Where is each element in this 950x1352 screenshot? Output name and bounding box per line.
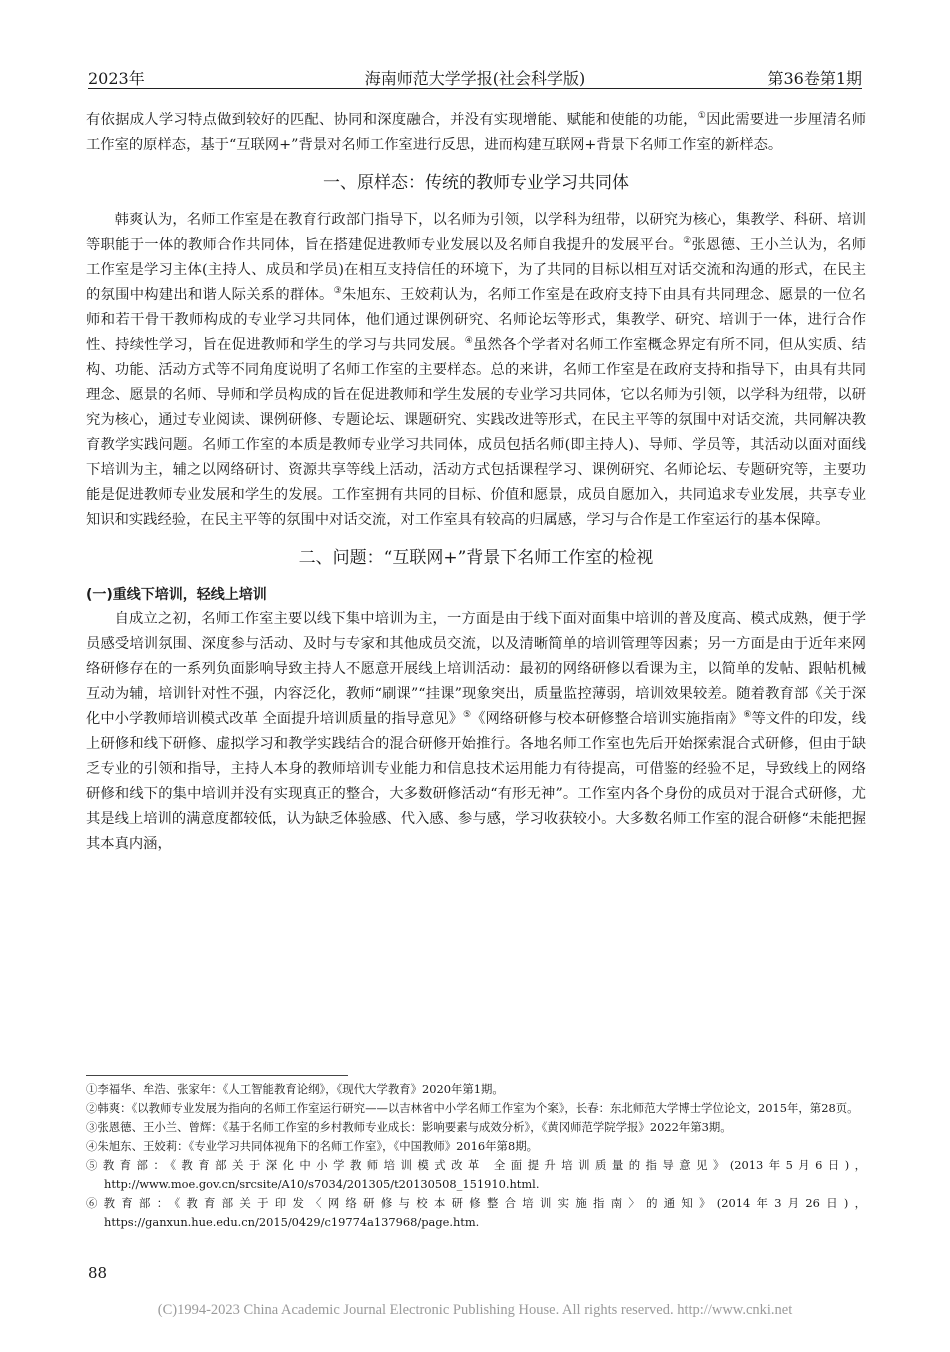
header-year: 2023年 xyxy=(88,69,145,88)
section-2-heading: 二、问题：“互联网+”背景下名师工作室的检视 xyxy=(298,548,654,568)
footnote-item: ⑥教育部：《教育部关于印发〈网络研修与校本研修整合培训实施指南〉的通知》(2014年3月26日)，https://ganxun.hue.edu.cn/2015/0429/c19774a137968/page.htm. xyxy=(86,1196,866,1229)
header-journal-title: 海南师范大学学报(社会科学版) xyxy=(364,69,586,88)
footnote-item: ②韩爽：《以教师专业发展为指向的名师工作室运行研究——以吉林省中小学名师工作室为个案》，长春：东北师范大学博士学位论文，2015年，第28页。 xyxy=(86,1101,859,1115)
section-1-paragraph xyxy=(86,208,866,533)
subsection-1-paragraph xyxy=(86,607,866,857)
p1-text-b: 张恩德、王小兰认为，名师工作室是学习主体(主持人、成员和学员)在相互支持信任的环境下，为了共同的目标以相互对话交流和沟通的形式，在民主的氛围中构建出和谐人际关系的群体。 xyxy=(86,237,867,303)
footnotes xyxy=(86,1080,866,1232)
p2-text-a: 自成立之初，名师工作室主要以线下集中培训为主，一方面是由于线下面对面集中培训的普及度高、模式成熟，便于学员感受培训氛围、深度参与活动、及时与专家和其他成员交流，以及清晰简单的培训管理等因素；另一方面是由于近年来网络研修存在的一系列负面影响导致主持人不愿意开展线上培训活动：最初的网络研修以看课为主，以简单的发帖、跟帖机械互动为辅，培训针对性不强，内容泛化，教师“刷课”“挂课”现象突出，质量监控薄弱，培训效果较差。随着教育部《关于深化中小学教师培训模式改革 全面提升培训质量的指导意见》 xyxy=(86,611,866,727)
article-body xyxy=(86,108,866,857)
footnote-ref-6[interactable]: ⑥ xyxy=(743,710,752,721)
footnote-divider xyxy=(86,1075,348,1076)
copyright-footer: (C)1994-2023 China Academic Journal Electronic Publishing House. All rights reserved. http://www.cnki.net xyxy=(157,1302,793,1318)
p1-text-c: 朱旭东、王姣莉认为，名师工作室是在政府支持下由具有共同理念、愿景的一位名师和若干骨干教师构成的专业学习共同体，他们通过课例研究、名师论坛等形式，集教学、研究、培训于一体，进行合作性、持续性学习，旨在促进教师和学生的学习与共同发展。 xyxy=(86,287,867,353)
section-1-heading: 一、原样态：传统的教师专业学习共同体 xyxy=(323,173,629,193)
footnote-ref-1[interactable]: ① xyxy=(697,111,707,122)
page-number: 88 xyxy=(88,1264,108,1282)
p1-text-d: 虽然各个学者对名师工作室概念界定有所不同，但从实质、结构、功能、活动方式等不同角度说明了名师工作室的主要样态。总的来讲，名师工作室是在政府支持和指导下，由具有共同理念、愿景的名师、导师和学员构成的旨在促进教师和学生发展的专业学习共同体，它以名师为引领，以学科为纽带，以研究为核心，通过专业阅读、课例研修、专题论坛、课题研究、实践改进等形式，在民主平等的氛围中对话交流，共同解决教育教学实践问题。名师工作室的本质是教师专业学习共同体，成员包括名师(即主持人)、导师、学员等，其活动以面对面线下培训为主，辅之以网络研讨、资源共享等线上活动，活动方式包括课程学习、课例研究、名师论坛、专题研究等，主要功能是促进教师专业发展和学生的发展。工作室拥有共同的目标、价值和愿景，成员自愿加入，共同追求专业发展，共享专业知识和实践经验，在民主平等的氛围中对话交流，对工作室具有较高的归属感，学习与合作是工作室运行的基本保障。 xyxy=(86,337,867,528)
running-header xyxy=(88,62,862,89)
p2-text-c: 等文件的印发，线上研修和线下研修、虚拟学习和教学实践结合的混合研修开始推行。各地名师工作室也先后开始探索混合式研修，但由于缺乏专业的引领和指导，主持人本身的教师培训专业能力和信息技术运用能力有待提高，可借鉴的经验不足，导致线上的网络研修和线下的集中培训并没有实现真正的整合，大多数研修活动“有形无神”。工作室内各个身份的成员对于混合式研修，尤其是线上培训的满意度都较低，认为缺乏体验感、代入感、参与感，学习收获较小。大多数名师工作室的混合研修“未能把握其本真内涵， xyxy=(86,711,867,852)
footnote-item: ①李福华、牟浩、张家年：《人工智能教育论纲》，《现代大学教育》2020年第1期。 xyxy=(86,1082,504,1096)
footnote-ref-4[interactable]: ④ xyxy=(464,336,474,347)
footnote-ref-2[interactable]: ② xyxy=(683,236,692,247)
footnote-item: ④朱旭东、王姣莉：《专业学习共同体视角下的名师工作室》，《中国教师》2016年第8期。 xyxy=(86,1139,538,1153)
footnote-item: ⑤教育部：《教育部关于深化中小学教师培训模式改革 全面提升培训质量的指导意见》(2013年5月6日)，http://www.moe.gov.cn/srcsite/A10/s7034/201305/t20130508_151910.html. xyxy=(86,1158,866,1191)
subsection-1-heading: (一)重线下培训，轻线上培训 xyxy=(86,587,267,603)
intro-text-cont: 因此需要进一步厘清名师工作室的原样态，基于“互联网+”背景对名师工作室进行反思，进而构建互联网+背景下名师工作室的新样态。 xyxy=(86,112,867,153)
p1-text-a: 韩爽认为，名师工作室是在教育行政部门指导下，以名师为引领，以学科为纽带，以研究为核心，集教学、科研、培训等职能于一体的教师合作共同体，旨在搭建促进教师专业发展以及名师自我提升的发展平台。 xyxy=(86,212,866,253)
intro-text: 有依据成人学习特点做到较好的匹配、协同和深度融合，并没有实现增能、赋能和使能的功能， xyxy=(86,112,698,128)
footnote-ref-3[interactable]: ③ xyxy=(333,286,342,297)
header-volume: 第36卷第1期 xyxy=(767,69,862,88)
p2-text-b: 《网络研修与校本研修整合培训实施指南》 xyxy=(471,711,744,727)
intro-paragraph xyxy=(86,108,866,158)
footnote-item: ③张恩德、王小兰、曾辉：《基于名师工作室的乡村教师专业成长：影响要素与成效分析》，《黄冈师范学院学报》2022年第3期。 xyxy=(86,1120,732,1134)
footnote-ref-5[interactable]: ⑤ xyxy=(463,710,472,721)
